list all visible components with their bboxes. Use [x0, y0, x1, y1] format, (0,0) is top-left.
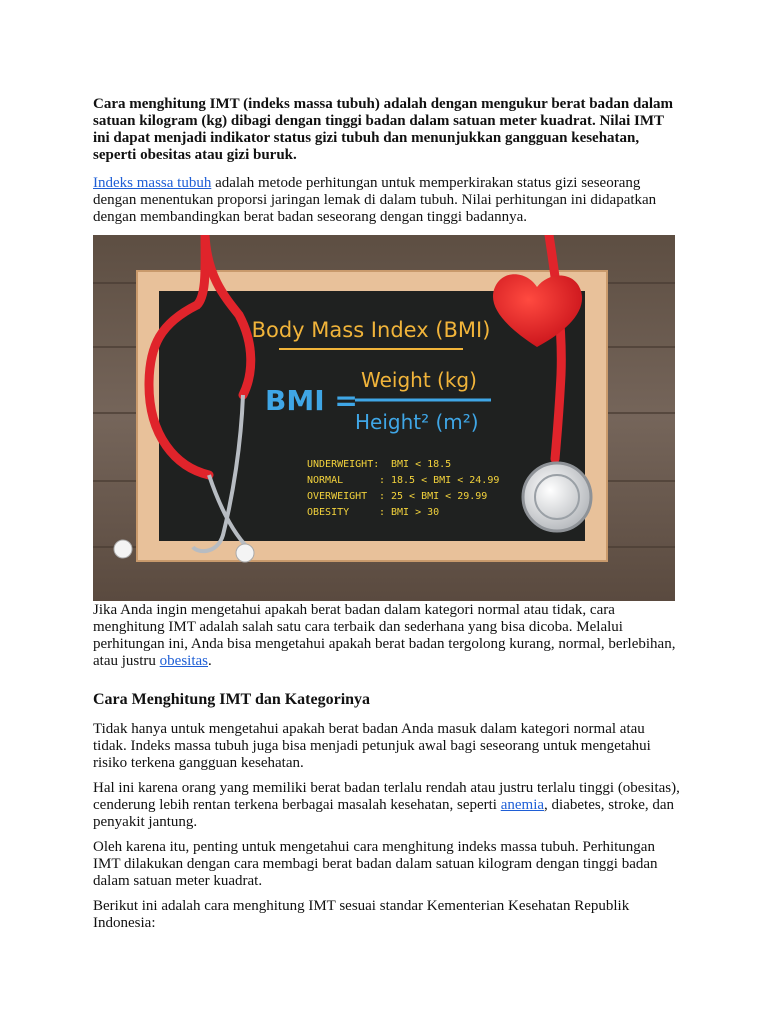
category-label: OBESITY	[307, 507, 350, 518]
category-sep: :	[379, 475, 386, 486]
chestpiece	[523, 463, 591, 531]
paragraph-2	[93, 602, 681, 670]
earpiece-right	[236, 544, 254, 562]
section-heading: Cara Menghitung IMT dan Kategorinya	[93, 691, 371, 708]
paragraph-2-text: Jika Anda ingin mengetahui apakah berat badan dalam kategori normal atau tidak, cara menghitung IMT adalah salah satu cara terbaik dan sederhana yang bisa dicoba. Melalui perhitungan ini, Anda bisa mengetahui apakah berat badan tergolong kurang, normal, berlebihan, atau justru	[93, 602, 676, 669]
category-label: NORMAL	[307, 475, 344, 486]
paragraph-4	[93, 780, 681, 831]
category-sep: :	[379, 507, 386, 518]
paragraph-5: Oleh karena itu, penting untuk mengetahui cara menghitung indeks massa tubuh. Perhitungan IMT dilakukan dengan cara membagi berat badan dalam satuan kilogram dengan tinggi badan dalam satuan meter kuadrat.	[93, 839, 658, 889]
lead-paragraph: Cara menghitung IMT (indeks massa tubuh) adalah dengan mengukur berat badan dalam satuan kilogram (kg) dibagi dengan tinggi badan dalam satuan meter kuadrat. Nilai IMT ini dapat menjadi indikator status gizi tubuh dan menunjukkan gangguan kesehatan, seperti obesitas atau gizi buruk.	[93, 96, 673, 163]
bmi-illustration	[93, 235, 675, 601]
paragraph-4-end: , diabetes, stroke, dan penyakit jantung.	[93, 797, 675, 830]
category-label: OVERWEIGHT	[307, 491, 368, 502]
formula-bmi: BMI =	[265, 384, 358, 417]
formula-numerator: Weight (kg)	[361, 368, 477, 392]
category-label: UNDERWEIGHT:	[307, 459, 380, 470]
category-value: 18.5 < BMI < 24.99	[391, 475, 500, 486]
earpiece-left	[114, 540, 132, 558]
intro-text: adalah metode perhitungan untuk memperkirakan status gizi seseorang dengan menentukan proporsi jaringan lemak di dalam tubuh. Nilai perhitungan ini didapatkan dengan membandingkan berat badan seseorang dengan tinggi badannya.	[93, 175, 657, 225]
paragraph-6: Berikut ini adalah cara menghitung IMT sesuai standar Kementerian Kesehatan Republik Indonesia:	[93, 898, 630, 931]
article-body	[93, 96, 681, 940]
link-indeks-massa-tubuh[interactable]: Indeks massa tubuh	[93, 175, 212, 191]
formula-denominator: Height² (m²)	[355, 410, 479, 434]
bmi-chalkboard-image	[93, 235, 675, 601]
link-anemia[interactable]: anemia	[500, 797, 545, 813]
paragraph-3: Tidak hanya untuk mengetahui apakah berat badan Anda masuk dalam kategori normal atau tidak. Indeks massa tubuh juga bisa menjadi petunjuk awal bagi seseorang untuk mengetahui risiko terkena gangguan kesehatan.	[93, 721, 651, 771]
category-value: BMI < 18.5	[391, 459, 452, 470]
link-obesitas[interactable]: obesitas	[159, 653, 208, 669]
category-value: 25 < BMI < 29.99	[391, 491, 488, 502]
category-value: BMI > 30	[391, 507, 440, 518]
intro-paragraph	[93, 175, 681, 226]
board-title: Body Mass Index (BMI)	[251, 318, 491, 342]
paragraph-2-end: .	[207, 653, 212, 669]
category-sep: :	[379, 491, 386, 502]
paragraph-4-text: Hal ini karena orang yang memiliki berat badan terlalu rendah atau justru terlalu tinggi (obesitas), cenderung lebih rentan terkena berbagai masalah kesehatan, seperti	[93, 780, 680, 813]
